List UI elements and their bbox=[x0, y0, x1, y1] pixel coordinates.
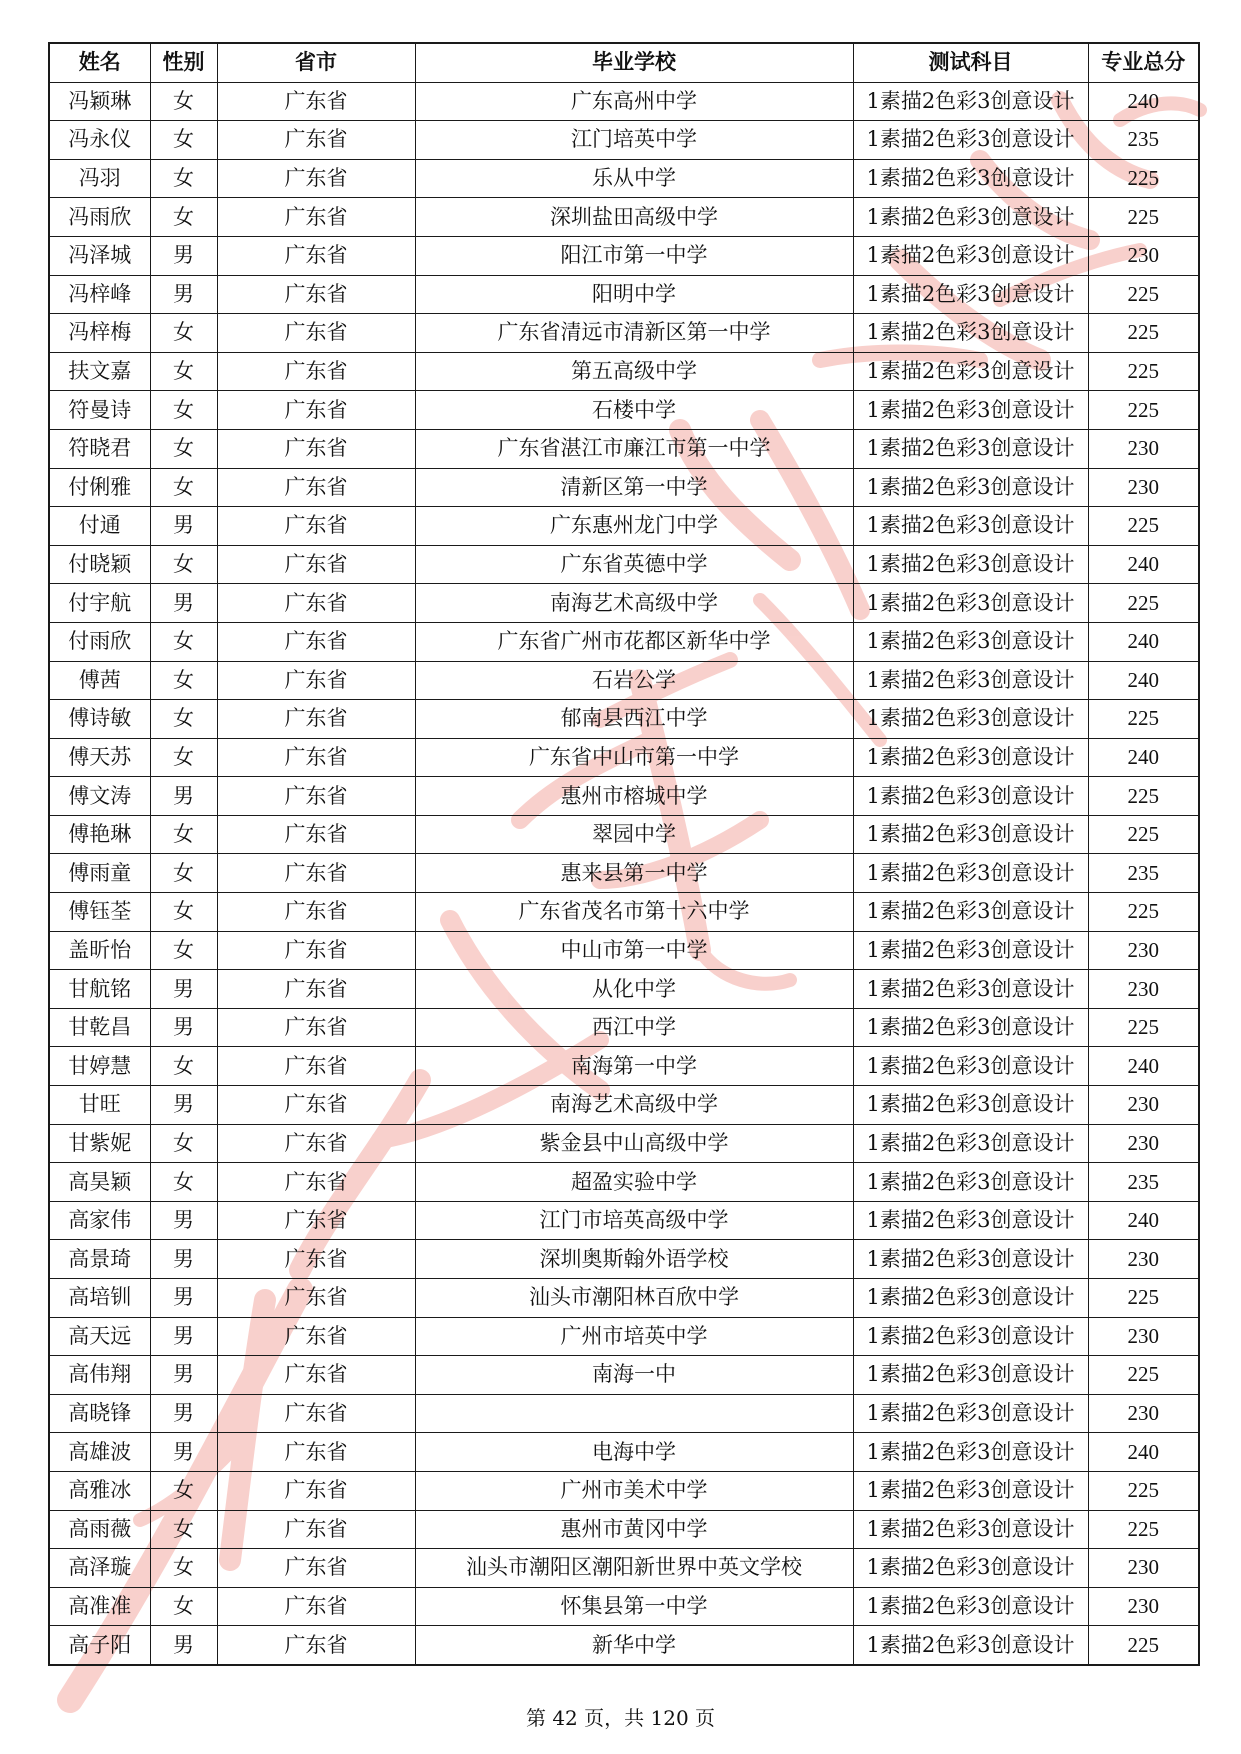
page-footer bbox=[0, 1702, 1241, 1731]
cell-province: 广东省 bbox=[217, 198, 415, 237]
cell-name: 扶文嘉 bbox=[49, 352, 150, 391]
cell-total-score: 235 bbox=[1088, 854, 1199, 893]
table-row bbox=[49, 352, 1199, 391]
table-row bbox=[49, 893, 1199, 932]
cell-school: 汕头市潮阳林百欣中学 bbox=[415, 1279, 853, 1318]
cell-total-score: 230 bbox=[1088, 236, 1199, 275]
cell-name: 高景琦 bbox=[49, 1240, 150, 1279]
cell-school: 新华中学 bbox=[415, 1626, 853, 1665]
cell-total-score: 225 bbox=[1088, 1626, 1199, 1665]
table-row bbox=[49, 1124, 1199, 1163]
cell-province: 广东省 bbox=[217, 584, 415, 623]
cell-total-score: 230 bbox=[1088, 1317, 1199, 1356]
table-row bbox=[49, 777, 1199, 816]
cell-total-score: 225 bbox=[1088, 893, 1199, 932]
cell-subjects: 1素描2色彩3创意设计 bbox=[853, 893, 1088, 932]
cell-name: 付雨欣 bbox=[49, 622, 150, 661]
cell-subjects: 1素描2色彩3创意设计 bbox=[853, 159, 1088, 198]
cell-name: 符晓君 bbox=[49, 429, 150, 468]
cell-subjects: 1素描2色彩3创意设计 bbox=[853, 1433, 1088, 1472]
cell-subjects: 1素描2色彩3创意设计 bbox=[853, 1587, 1088, 1626]
cell-gender: 女 bbox=[150, 1471, 217, 1510]
cell-gender: 女 bbox=[150, 121, 217, 160]
cell-province: 广东省 bbox=[217, 275, 415, 314]
cell-total-score: 225 bbox=[1088, 1279, 1199, 1318]
cell-subjects: 1素描2色彩3创意设计 bbox=[853, 700, 1088, 739]
cell-total-score: 230 bbox=[1088, 1549, 1199, 1588]
cell-school: 乐从中学 bbox=[415, 159, 853, 198]
table-row bbox=[49, 468, 1199, 507]
header-school: 毕业学校 bbox=[415, 43, 853, 82]
cell-gender: 女 bbox=[150, 1163, 217, 1202]
cell-name: 甘航铭 bbox=[49, 970, 150, 1009]
cell-school: 广州市美术中学 bbox=[415, 1471, 853, 1510]
cell-name: 冯颖琳 bbox=[49, 82, 150, 121]
cell-gender: 女 bbox=[150, 468, 217, 507]
cell-province: 广东省 bbox=[217, 1163, 415, 1202]
cell-subjects: 1素描2色彩3创意设计 bbox=[853, 854, 1088, 893]
cell-name: 高雄波 bbox=[49, 1433, 150, 1472]
cell-subjects: 1素描2色彩3创意设计 bbox=[853, 584, 1088, 623]
header-total-score: 专业总分 bbox=[1088, 43, 1199, 82]
cell-name: 傅雨童 bbox=[49, 854, 150, 893]
cell-gender: 女 bbox=[150, 159, 217, 198]
cell-gender: 女 bbox=[150, 391, 217, 430]
cell-gender: 女 bbox=[150, 82, 217, 121]
cell-subjects: 1素描2色彩3创意设计 bbox=[853, 622, 1088, 661]
cell-total-score: 240 bbox=[1088, 1047, 1199, 1086]
cell-subjects: 1素描2色彩3创意设计 bbox=[853, 82, 1088, 121]
cell-gender: 女 bbox=[150, 545, 217, 584]
results-table bbox=[48, 42, 1200, 1666]
cell-total-score: 225 bbox=[1088, 1510, 1199, 1549]
cell-total-score: 230 bbox=[1088, 1240, 1199, 1279]
cell-province: 广东省 bbox=[217, 738, 415, 777]
cell-gender: 女 bbox=[150, 738, 217, 777]
cell-subjects: 1素描2色彩3创意设计 bbox=[853, 236, 1088, 275]
cell-total-score: 230 bbox=[1088, 1394, 1199, 1433]
table-row bbox=[49, 121, 1199, 160]
cell-province: 广东省 bbox=[217, 507, 415, 546]
cell-subjects: 1素描2色彩3创意设计 bbox=[853, 1471, 1088, 1510]
cell-gender: 女 bbox=[150, 1510, 217, 1549]
cell-name: 高伟翔 bbox=[49, 1356, 150, 1395]
table-row bbox=[49, 391, 1199, 430]
cell-province: 广东省 bbox=[217, 545, 415, 584]
cell-gender: 男 bbox=[150, 1356, 217, 1395]
cell-subjects: 1素描2色彩3创意设计 bbox=[853, 738, 1088, 777]
cell-school bbox=[415, 1394, 853, 1433]
cell-name: 冯梓峰 bbox=[49, 275, 150, 314]
cell-subjects: 1素描2色彩3创意设计 bbox=[853, 1394, 1088, 1433]
cell-school: 超盈实验中学 bbox=[415, 1163, 853, 1202]
cell-province: 广东省 bbox=[217, 1626, 415, 1665]
cell-name: 傅文涛 bbox=[49, 777, 150, 816]
cell-gender: 女 bbox=[150, 622, 217, 661]
table-row bbox=[49, 584, 1199, 623]
cell-school: 第五高级中学 bbox=[415, 352, 853, 391]
table-row bbox=[49, 970, 1199, 1009]
cell-total-score: 230 bbox=[1088, 468, 1199, 507]
table-row bbox=[49, 1394, 1199, 1433]
cell-total-score: 225 bbox=[1088, 275, 1199, 314]
table-row bbox=[49, 1047, 1199, 1086]
cell-school: 南海艺术高级中学 bbox=[415, 1086, 853, 1125]
cell-subjects: 1素描2色彩3创意设计 bbox=[853, 1279, 1088, 1318]
cell-subjects: 1素描2色彩3创意设计 bbox=[853, 545, 1088, 584]
cell-province: 广东省 bbox=[217, 121, 415, 160]
cell-gender: 男 bbox=[150, 1433, 217, 1472]
cell-total-score: 225 bbox=[1088, 815, 1199, 854]
cell-total-score: 240 bbox=[1088, 661, 1199, 700]
cell-province: 广东省 bbox=[217, 1317, 415, 1356]
table-row bbox=[49, 1086, 1199, 1125]
cell-name: 冯泽城 bbox=[49, 236, 150, 275]
cell-name: 高昊颖 bbox=[49, 1163, 150, 1202]
cell-name: 甘乾昌 bbox=[49, 1008, 150, 1047]
cell-name: 付宇航 bbox=[49, 584, 150, 623]
cell-school: 广东高州中学 bbox=[415, 82, 853, 121]
table-row bbox=[49, 275, 1199, 314]
cell-subjects: 1素描2色彩3创意设计 bbox=[853, 661, 1088, 700]
cell-school: 汕头市潮阳区潮阳新世界中英文学校 bbox=[415, 1549, 853, 1588]
cell-name: 冯梓梅 bbox=[49, 314, 150, 353]
cell-school: 南海艺术高级中学 bbox=[415, 584, 853, 623]
cell-province: 广东省 bbox=[217, 429, 415, 468]
header-province: 省市 bbox=[217, 43, 415, 82]
table-row bbox=[49, 1471, 1199, 1510]
cell-name: 盖昕怡 bbox=[49, 931, 150, 970]
cell-school: 南海一中 bbox=[415, 1356, 853, 1395]
cell-gender: 女 bbox=[150, 815, 217, 854]
cell-name: 甘紫妮 bbox=[49, 1124, 150, 1163]
cell-province: 广东省 bbox=[217, 352, 415, 391]
cell-gender: 男 bbox=[150, 1394, 217, 1433]
cell-gender: 男 bbox=[150, 1317, 217, 1356]
cell-name: 付通 bbox=[49, 507, 150, 546]
table-row bbox=[49, 314, 1199, 353]
table-header-row bbox=[49, 43, 1199, 82]
cell-total-score: 225 bbox=[1088, 507, 1199, 546]
cell-school: 电海中学 bbox=[415, 1433, 853, 1472]
cell-total-score: 230 bbox=[1088, 1086, 1199, 1125]
cell-total-score: 230 bbox=[1088, 429, 1199, 468]
cell-subjects: 1素描2色彩3创意设计 bbox=[853, 1047, 1088, 1086]
table-row bbox=[49, 507, 1199, 546]
cell-school: 中山市第一中学 bbox=[415, 931, 853, 970]
cell-subjects: 1素描2色彩3创意设计 bbox=[853, 1626, 1088, 1665]
cell-province: 广东省 bbox=[217, 931, 415, 970]
table-row bbox=[49, 1626, 1199, 1665]
cell-school: 石楼中学 bbox=[415, 391, 853, 430]
cell-total-score: 240 bbox=[1088, 622, 1199, 661]
cell-subjects: 1素描2色彩3创意设计 bbox=[853, 1086, 1088, 1125]
cell-total-score: 225 bbox=[1088, 1008, 1199, 1047]
cell-total-score: 225 bbox=[1088, 1356, 1199, 1395]
cell-subjects: 1素描2色彩3创意设计 bbox=[853, 1317, 1088, 1356]
cell-name: 付俐雅 bbox=[49, 468, 150, 507]
cell-province: 广东省 bbox=[217, 468, 415, 507]
cell-province: 广东省 bbox=[217, 1240, 415, 1279]
table-row bbox=[49, 661, 1199, 700]
table-row bbox=[49, 236, 1199, 275]
cell-total-score: 225 bbox=[1088, 314, 1199, 353]
cell-school: 广东省湛江市廉江市第一中学 bbox=[415, 429, 853, 468]
cell-gender: 男 bbox=[150, 236, 217, 275]
cell-school: 江门培英中学 bbox=[415, 121, 853, 160]
cell-school: 石岩公学 bbox=[415, 661, 853, 700]
cell-province: 广东省 bbox=[217, 1201, 415, 1240]
cell-gender: 女 bbox=[150, 429, 217, 468]
cell-province: 广东省 bbox=[217, 1394, 415, 1433]
cell-school: 广东省清远市清新区第一中学 bbox=[415, 314, 853, 353]
cell-subjects: 1素描2色彩3创意设计 bbox=[853, 777, 1088, 816]
cell-province: 广东省 bbox=[217, 1279, 415, 1318]
cell-province: 广东省 bbox=[217, 1433, 415, 1472]
cell-name: 高泽璇 bbox=[49, 1549, 150, 1588]
cell-province: 广东省 bbox=[217, 1549, 415, 1588]
table-row bbox=[49, 1240, 1199, 1279]
cell-subjects: 1素描2色彩3创意设计 bbox=[853, 121, 1088, 160]
cell-name: 符曼诗 bbox=[49, 391, 150, 430]
cell-total-score: 230 bbox=[1088, 931, 1199, 970]
cell-subjects: 1素描2色彩3创意设计 bbox=[853, 1163, 1088, 1202]
cell-subjects: 1素描2色彩3创意设计 bbox=[853, 352, 1088, 391]
cell-province: 广东省 bbox=[217, 893, 415, 932]
table-row bbox=[49, 1433, 1199, 1472]
cell-name: 高晓锋 bbox=[49, 1394, 150, 1433]
cell-gender: 男 bbox=[150, 1008, 217, 1047]
cell-total-score: 240 bbox=[1088, 545, 1199, 584]
cell-gender: 男 bbox=[150, 275, 217, 314]
cell-school: 广东省中山市第一中学 bbox=[415, 738, 853, 777]
cell-school: 深圳盐田高级中学 bbox=[415, 198, 853, 237]
cell-name: 高雅冰 bbox=[49, 1471, 150, 1510]
cell-province: 广东省 bbox=[217, 1356, 415, 1395]
cell-total-score: 225 bbox=[1088, 1471, 1199, 1510]
cell-province: 广东省 bbox=[217, 970, 415, 1009]
cell-total-score: 225 bbox=[1088, 700, 1199, 739]
cell-total-score: 230 bbox=[1088, 1587, 1199, 1626]
table-row bbox=[49, 854, 1199, 893]
cell-school: 清新区第一中学 bbox=[415, 468, 853, 507]
cell-total-score: 225 bbox=[1088, 159, 1199, 198]
cell-subjects: 1素描2色彩3创意设计 bbox=[853, 1356, 1088, 1395]
cell-subjects: 1素描2色彩3创意设计 bbox=[853, 931, 1088, 970]
cell-province: 广东省 bbox=[217, 159, 415, 198]
table-row bbox=[49, 738, 1199, 777]
cell-province: 广东省 bbox=[217, 391, 415, 430]
cell-gender: 男 bbox=[150, 1240, 217, 1279]
table-row bbox=[49, 159, 1199, 198]
cell-gender: 男 bbox=[150, 1086, 217, 1125]
cell-gender: 男 bbox=[150, 584, 217, 623]
cell-subjects: 1素描2色彩3创意设计 bbox=[853, 1201, 1088, 1240]
cell-province: 广东省 bbox=[217, 700, 415, 739]
cell-total-score: 225 bbox=[1088, 777, 1199, 816]
cell-name: 高子阳 bbox=[49, 1626, 150, 1665]
cell-name: 冯永仪 bbox=[49, 121, 150, 160]
table-row bbox=[49, 1510, 1199, 1549]
cell-school: 惠州市榕城中学 bbox=[415, 777, 853, 816]
table-row bbox=[49, 198, 1199, 237]
cell-total-score: 225 bbox=[1088, 198, 1199, 237]
cell-total-score: 230 bbox=[1088, 1124, 1199, 1163]
cell-province: 广东省 bbox=[217, 622, 415, 661]
cell-gender: 女 bbox=[150, 931, 217, 970]
cell-gender: 女 bbox=[150, 352, 217, 391]
cell-province: 广东省 bbox=[217, 815, 415, 854]
header-gender: 性别 bbox=[150, 43, 217, 82]
page-number: 第 42 页，共 120 页 bbox=[525, 1706, 716, 1730]
cell-subjects: 1素描2色彩3创意设计 bbox=[853, 275, 1088, 314]
header-subjects: 测试科目 bbox=[853, 43, 1088, 82]
table-row bbox=[49, 622, 1199, 661]
cell-gender: 男 bbox=[150, 1279, 217, 1318]
cell-name: 傅艳琳 bbox=[49, 815, 150, 854]
cell-name: 高培钏 bbox=[49, 1279, 150, 1318]
cell-province: 广东省 bbox=[217, 854, 415, 893]
cell-name: 甘婷慧 bbox=[49, 1047, 150, 1086]
cell-name: 傅茜 bbox=[49, 661, 150, 700]
cell-gender: 男 bbox=[150, 507, 217, 546]
cell-province: 广东省 bbox=[217, 1086, 415, 1125]
cell-total-score: 240 bbox=[1088, 738, 1199, 777]
table-row bbox=[49, 700, 1199, 739]
cell-province: 广东省 bbox=[217, 1510, 415, 1549]
cell-school: 阳明中学 bbox=[415, 275, 853, 314]
cell-school: 翠园中学 bbox=[415, 815, 853, 854]
table-row bbox=[49, 1201, 1199, 1240]
cell-total-score: 240 bbox=[1088, 1201, 1199, 1240]
cell-gender: 女 bbox=[150, 661, 217, 700]
cell-gender: 男 bbox=[150, 1626, 217, 1665]
cell-province: 广东省 bbox=[217, 777, 415, 816]
cell-name: 傅诗敏 bbox=[49, 700, 150, 739]
cell-province: 广东省 bbox=[217, 82, 415, 121]
cell-total-score: 235 bbox=[1088, 1163, 1199, 1202]
cell-gender: 男 bbox=[150, 1201, 217, 1240]
cell-name: 高家伟 bbox=[49, 1201, 150, 1240]
header-name: 姓名 bbox=[49, 43, 150, 82]
cell-school: 紫金县中山高级中学 bbox=[415, 1124, 853, 1163]
table-body bbox=[49, 82, 1199, 1665]
cell-school: 惠来县第一中学 bbox=[415, 854, 853, 893]
table-row bbox=[49, 82, 1199, 121]
cell-province: 广东省 bbox=[217, 1047, 415, 1086]
cell-subjects: 1素描2色彩3创意设计 bbox=[853, 314, 1088, 353]
cell-total-score: 230 bbox=[1088, 970, 1199, 1009]
cell-total-score: 225 bbox=[1088, 391, 1199, 430]
cell-gender: 女 bbox=[150, 893, 217, 932]
cell-gender: 女 bbox=[150, 1587, 217, 1626]
cell-school: 广东省茂名市第十六中学 bbox=[415, 893, 853, 932]
cell-school: 广东省英德中学 bbox=[415, 545, 853, 584]
cell-province: 广东省 bbox=[217, 1008, 415, 1047]
cell-name: 傅钰荃 bbox=[49, 893, 150, 932]
cell-school: 南海第一中学 bbox=[415, 1047, 853, 1086]
cell-subjects: 1素描2色彩3创意设计 bbox=[853, 1124, 1088, 1163]
cell-school: 广东省广州市花都区新华中学 bbox=[415, 622, 853, 661]
cell-total-score: 225 bbox=[1088, 352, 1199, 391]
cell-school: 深圳奥斯翰外语学校 bbox=[415, 1240, 853, 1279]
cell-subjects: 1素描2色彩3创意设计 bbox=[853, 507, 1088, 546]
cell-name: 傅天苏 bbox=[49, 738, 150, 777]
table-row bbox=[49, 1279, 1199, 1318]
cell-subjects: 1素描2色彩3创意设计 bbox=[853, 198, 1088, 237]
cell-name: 冯羽 bbox=[49, 159, 150, 198]
cell-name: 高准准 bbox=[49, 1587, 150, 1626]
table-row bbox=[49, 429, 1199, 468]
cell-total-score: 225 bbox=[1088, 584, 1199, 623]
table-row bbox=[49, 931, 1199, 970]
table-row bbox=[49, 815, 1199, 854]
table-row bbox=[49, 1587, 1199, 1626]
cell-province: 广东省 bbox=[217, 1471, 415, 1510]
cell-subjects: 1素描2色彩3创意设计 bbox=[853, 1549, 1088, 1588]
cell-gender: 男 bbox=[150, 777, 217, 816]
cell-name: 付晓颖 bbox=[49, 545, 150, 584]
cell-subjects: 1素描2色彩3创意设计 bbox=[853, 429, 1088, 468]
cell-name: 高天远 bbox=[49, 1317, 150, 1356]
cell-gender: 女 bbox=[150, 1124, 217, 1163]
cell-total-score: 235 bbox=[1088, 121, 1199, 160]
cell-gender: 女 bbox=[150, 1047, 217, 1086]
cell-province: 广东省 bbox=[217, 314, 415, 353]
cell-school: 从化中学 bbox=[415, 970, 853, 1009]
cell-subjects: 1素描2色彩3创意设计 bbox=[853, 1240, 1088, 1279]
cell-gender: 女 bbox=[150, 198, 217, 237]
table-row bbox=[49, 1356, 1199, 1395]
cell-subjects: 1素描2色彩3创意设计 bbox=[853, 815, 1088, 854]
cell-total-score: 240 bbox=[1088, 1433, 1199, 1472]
cell-subjects: 1素描2色彩3创意设计 bbox=[853, 391, 1088, 430]
table-row bbox=[49, 1163, 1199, 1202]
table-row bbox=[49, 1549, 1199, 1588]
cell-name: 高雨薇 bbox=[49, 1510, 150, 1549]
cell-school: 广东惠州龙门中学 bbox=[415, 507, 853, 546]
cell-school: 惠州市黄冈中学 bbox=[415, 1510, 853, 1549]
cell-subjects: 1素描2色彩3创意设计 bbox=[853, 468, 1088, 507]
cell-gender: 女 bbox=[150, 314, 217, 353]
table-row bbox=[49, 1317, 1199, 1356]
cell-gender: 女 bbox=[150, 854, 217, 893]
cell-name: 冯雨欣 bbox=[49, 198, 150, 237]
cell-gender: 女 bbox=[150, 1549, 217, 1588]
cell-province: 广东省 bbox=[217, 1124, 415, 1163]
cell-school: 郁南县西江中学 bbox=[415, 700, 853, 739]
table-row bbox=[49, 1008, 1199, 1047]
cell-school: 怀集县第一中学 bbox=[415, 1587, 853, 1626]
cell-school: 西江中学 bbox=[415, 1008, 853, 1047]
cell-subjects: 1素描2色彩3创意设计 bbox=[853, 970, 1088, 1009]
cell-province: 广东省 bbox=[217, 236, 415, 275]
cell-gender: 女 bbox=[150, 700, 217, 739]
cell-subjects: 1素描2色彩3创意设计 bbox=[853, 1510, 1088, 1549]
cell-province: 广东省 bbox=[217, 1587, 415, 1626]
cell-name: 甘旺 bbox=[49, 1086, 150, 1125]
cell-school: 阳江市第一中学 bbox=[415, 236, 853, 275]
cell-subjects: 1素描2色彩3创意设计 bbox=[853, 1008, 1088, 1047]
cell-province: 广东省 bbox=[217, 661, 415, 700]
cell-gender: 男 bbox=[150, 970, 217, 1009]
table-row bbox=[49, 545, 1199, 584]
cell-school: 江门市培英高级中学 bbox=[415, 1201, 853, 1240]
cell-school: 广州市培英中学 bbox=[415, 1317, 853, 1356]
cell-total-score: 240 bbox=[1088, 82, 1199, 121]
